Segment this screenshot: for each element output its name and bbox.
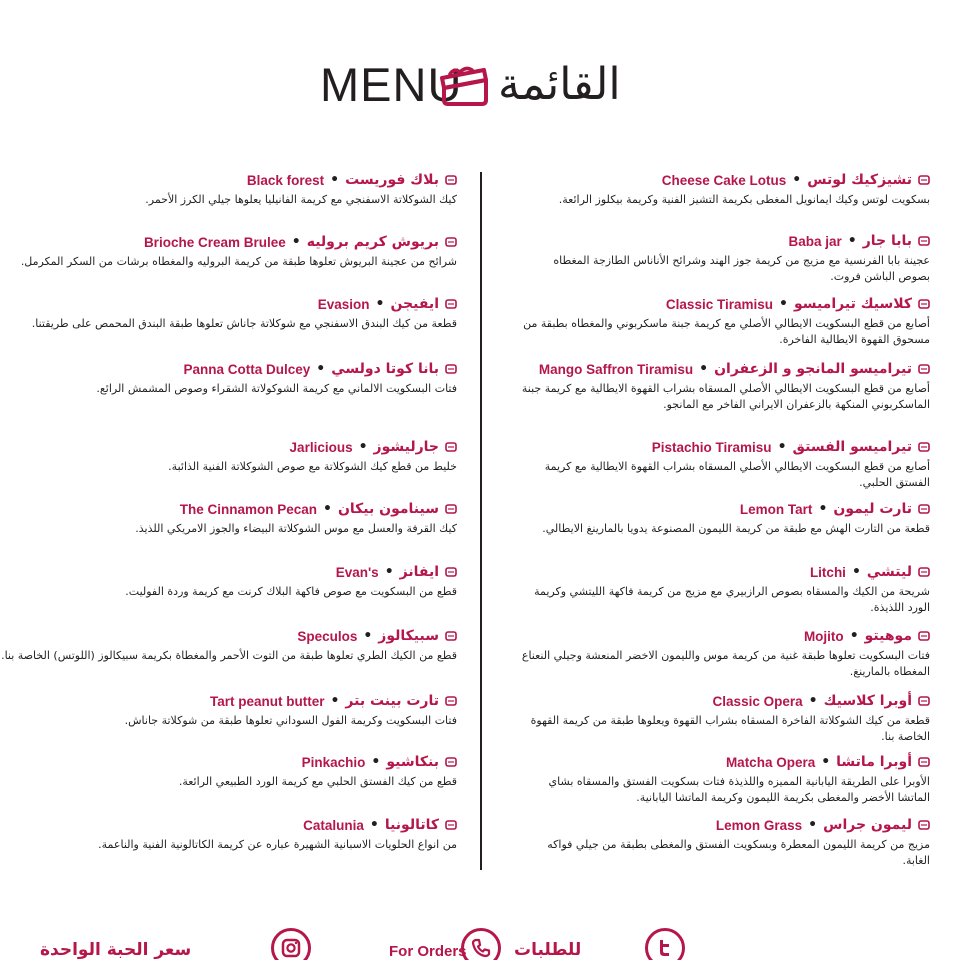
item-description: من انواع الحلويات الاسبانية الشهيرة عباره عن كريمة الكاتالونية الفنية والناعمة. bbox=[98, 838, 457, 851]
separator-dot: • bbox=[330, 172, 340, 188]
menu-item bbox=[520, 437, 930, 491]
menu-item bbox=[520, 294, 930, 348]
item-name-en: Matcha Opera bbox=[725, 754, 816, 770]
item-name-ar: بريوش كريم بروليه bbox=[306, 234, 439, 250]
item-title-row bbox=[520, 691, 930, 711]
cake-slice-icon bbox=[445, 503, 457, 515]
separator-dot: • bbox=[384, 564, 394, 580]
item-name-ar: أوبرا كلاسيك bbox=[823, 693, 912, 709]
cake-slice-icon bbox=[918, 363, 930, 375]
cake-slice-icon bbox=[918, 756, 930, 768]
menu-item bbox=[0, 294, 457, 332]
item-title-row bbox=[0, 232, 457, 252]
item-name-en: Evan's bbox=[335, 564, 379, 580]
separator-dot: • bbox=[316, 361, 326, 377]
menu-item bbox=[0, 499, 457, 537]
menu-item bbox=[520, 359, 930, 413]
menu-item bbox=[520, 170, 930, 208]
item-description: فتات البسكويت تعلوها طبقة غنية من كريمة موس والليمون الاخضر المنعشة وجيلي النعناع المغطاه بالمارينغ. bbox=[521, 649, 930, 678]
item-name-en: Mojito bbox=[803, 628, 844, 644]
price-label: سعر الحبة الواحدة bbox=[40, 940, 192, 960]
item-name-ar: ايفيجن bbox=[390, 296, 439, 312]
item-title-row bbox=[520, 815, 930, 835]
menu-item bbox=[0, 562, 457, 600]
menu-item bbox=[0, 170, 457, 208]
separator-dot: • bbox=[323, 501, 332, 517]
item-title-row bbox=[0, 294, 457, 314]
item-description: مزيج من كريمة الليمون المعطرة وبسكويت الفستق والمغطى بطبقة من جيلي فواكه الغابة. bbox=[547, 838, 930, 867]
cake-slice-icon bbox=[445, 298, 457, 310]
cake-slice-icon bbox=[918, 503, 930, 515]
item-name-ar: بابا جار bbox=[862, 233, 912, 249]
item-name-en: Litchi bbox=[809, 564, 846, 580]
item-description: عجينة بابا الفرنسية مع مزيج من كريمة جوز الهند وشرائح الأناناس الطازجة المغطاه بصوص الباشن فروت. bbox=[553, 254, 930, 283]
item-title-row bbox=[520, 437, 930, 457]
separator-dot: • bbox=[291, 234, 301, 250]
item-name-ar: سبيكالوز bbox=[378, 628, 439, 644]
item-title-row bbox=[520, 170, 930, 190]
item-name-ar: كلاسيك تيراميسو bbox=[793, 296, 912, 312]
item-title-row bbox=[520, 626, 930, 646]
item-name-en: Catalunia bbox=[303, 817, 364, 833]
item-title-row bbox=[520, 752, 930, 772]
menu-item bbox=[0, 691, 457, 729]
item-description: شريحة من الكيك والمسقاه بصوص الرازبيري مع مزيج من كريمة فاكهة الليتشي وكريمة الورد اللذيذة. bbox=[534, 585, 930, 614]
cake-slice-icon bbox=[918, 819, 930, 831]
cake-slice-icon bbox=[436, 64, 492, 108]
menu-item bbox=[520, 691, 930, 745]
item-name-ar: جارليشوز bbox=[373, 439, 439, 455]
menu-item bbox=[520, 562, 930, 616]
item-title-row bbox=[520, 359, 930, 379]
item-name-en: Mango Saffron Tiramisu bbox=[538, 361, 694, 377]
menu-item bbox=[520, 626, 930, 680]
separator-dot: • bbox=[363, 628, 373, 644]
menu-item bbox=[520, 752, 930, 806]
item-name-ar: موهيتو bbox=[864, 628, 912, 644]
item-name-ar: تارت بينت بتر bbox=[345, 693, 439, 709]
cake-slice-icon bbox=[445, 174, 457, 186]
separator-dot: • bbox=[369, 817, 379, 833]
cake-slice-icon bbox=[445, 630, 457, 642]
separator-dot: • bbox=[778, 296, 788, 312]
item-name-en: Pistachio Tiramisu bbox=[651, 439, 772, 455]
item-name-ar: تيراميسو الفستق bbox=[792, 439, 912, 455]
item-name-en: Evasion bbox=[317, 296, 370, 312]
item-title-row bbox=[520, 562, 930, 582]
separator-dot: • bbox=[330, 693, 340, 709]
separator-dot: • bbox=[375, 296, 385, 312]
item-description: كيك الشوكلاتة الاسفنجي مع كريمة الفانيليا يعلوها جيلي الكرز الأحمر. bbox=[145, 193, 457, 206]
item-name-en: The Cinnamon Pecan bbox=[179, 501, 317, 517]
item-title-row bbox=[520, 231, 930, 251]
item-description: قطع من البسكويت مع صوص فاكهة البلاك كرنت مع كريمة وردة الفوليت. bbox=[125, 585, 457, 598]
phone-icon[interactable] bbox=[461, 928, 501, 960]
item-description: فتات البسكويت وكريمة الفول السوداني تعلوها طبقة من شوكلاتة جاناش. bbox=[124, 714, 457, 727]
item-name-ar: ايفانز bbox=[399, 564, 439, 580]
cake-slice-icon bbox=[445, 236, 457, 248]
item-description: قطع من الكيك الطري تعلوها طبقة من التوت الأحمر والمغطاة بكريمة سبيكالوز (اللوتس) الخاصة بنا. bbox=[1, 649, 457, 662]
separator-dot: • bbox=[851, 564, 861, 580]
item-name-en: Black forest bbox=[246, 172, 325, 188]
separator-dot: • bbox=[849, 628, 859, 644]
separator-dot: • bbox=[699, 361, 709, 377]
separator-dot: • bbox=[818, 501, 828, 517]
item-description: قطعة من كيك البندق الاسفنجي مع شوكلاتة جاناش تعلوها طبقة البندق المحمص على طريقتنا. bbox=[31, 317, 457, 330]
menu-item bbox=[0, 752, 457, 790]
cake-slice-icon bbox=[445, 695, 457, 707]
item-name-en: Cheese Cake Lotus bbox=[661, 172, 787, 188]
item-name-ar: بانا كوتا دولسي bbox=[331, 361, 439, 377]
column-divider bbox=[480, 172, 482, 870]
item-name-en: Panna Cotta Dulcey bbox=[183, 361, 311, 377]
item-name-ar: ليمون جراس bbox=[823, 817, 912, 833]
item-description: فتات البسكويت الالماني مع كريمة الشوكولاتة الشقراء وصوص المشمش الرائع. bbox=[96, 382, 457, 395]
item-name-ar: كاتالونيا bbox=[384, 817, 439, 833]
item-name-ar: بنكاشيو bbox=[386, 754, 439, 770]
item-description: أصابع من قطع البسكويت الايطالي الأصلي المسقاه بشراب القهوة الايطالية مع كريمة الفستق الحلبي. bbox=[544, 460, 930, 489]
item-title-row bbox=[520, 499, 930, 519]
item-name-ar: تارت ليمون bbox=[833, 501, 912, 517]
item-description: شرائح من عجينة البريوش تعلوها طبقة من كريمة البروليه والمغطاه برشات من السكر المكرمل. bbox=[20, 255, 457, 268]
item-name-ar: تشيزكيك لوتس bbox=[807, 172, 912, 188]
item-title-row bbox=[0, 562, 457, 582]
cake-slice-icon bbox=[445, 566, 457, 578]
cake-slice-icon bbox=[918, 298, 930, 310]
item-description: كيك القرفة والعسل مع موس الشوكلاتة البيضاء والجوز الامريكي اللذيذ. bbox=[135, 522, 457, 535]
item-description: بسكويت لوتس وكيك ايمانويل المغطى بكريمة التشيز الفنية وكريمة بيكلوز الرائعة. bbox=[558, 193, 930, 206]
item-name-ar: ليتشي bbox=[866, 564, 912, 580]
item-description: الأوبرا على الطريقة اليابانية المميزه واللذيذة فتات بسكويت الفستق والمسقاه بشاي الماتشا الأخضر والمغطى بكريمة الليمون وكريمة الماتشا اليابانية. bbox=[548, 775, 930, 804]
item-name-en: Lemon Tart bbox=[739, 501, 813, 517]
item-title-row bbox=[0, 815, 457, 835]
menu-item bbox=[0, 359, 457, 397]
separator-dot: • bbox=[777, 439, 787, 455]
menu-item bbox=[0, 815, 457, 853]
separator-dot: • bbox=[358, 439, 368, 455]
cake-slice-icon bbox=[918, 566, 930, 578]
instagram-icon[interactable] bbox=[271, 928, 311, 960]
cake-slice-icon bbox=[445, 819, 457, 831]
menu-title-ar: القائمة bbox=[498, 59, 621, 110]
item-title-row bbox=[0, 626, 457, 646]
item-name-ar: تيراميسو المانجو و الزعفران bbox=[714, 361, 912, 377]
item-name-en: Tart peanut butter bbox=[209, 693, 325, 709]
item-title-row bbox=[0, 499, 457, 519]
item-description: قطعة من التارت الهش مع طبقة من كريمة الليمون المصنوعة يدويا بالمارينغ الايطالي. bbox=[542, 522, 930, 535]
menu-title-en: MENU bbox=[320, 58, 463, 111]
item-name-en: Pinkachio bbox=[301, 754, 366, 770]
menu-item bbox=[520, 231, 930, 285]
cake-slice-icon bbox=[918, 235, 930, 247]
item-name-en: Speculos bbox=[297, 628, 358, 644]
item-description: خليط من قطع كيك الشوكلاتة مع صوص الشوكلاتة الفنية الذائبة. bbox=[168, 460, 457, 473]
orders-label-ar: للطلبات bbox=[514, 940, 582, 960]
item-title-row bbox=[0, 691, 457, 711]
item-name-en: Baba jar bbox=[788, 233, 842, 249]
cake-slice-icon bbox=[918, 174, 930, 186]
item-name-ar: أوبرا ماتشا bbox=[836, 754, 912, 770]
cake-slice-icon bbox=[918, 630, 930, 642]
item-title-row bbox=[0, 170, 457, 190]
separator-dot: • bbox=[808, 817, 818, 833]
menu-item bbox=[520, 499, 930, 537]
item-description: قطعة من كيك الشوكلاتة الفاخرة المسقاه بشراب القهوة ويعلوها طبقة من كريمة القهوة الخاصة بنا. bbox=[530, 714, 930, 743]
separator-dot: • bbox=[808, 693, 818, 709]
item-name-en: Classic Tiramisu bbox=[665, 296, 773, 312]
item-name-ar: بلاك فوريست bbox=[345, 172, 439, 188]
separator-dot: • bbox=[821, 754, 831, 770]
item-name-en: Jarlicious bbox=[289, 439, 353, 455]
separator-dot: • bbox=[792, 172, 802, 188]
menu-header bbox=[0, 58, 960, 114]
item-name-ar: سينامون بيكان bbox=[337, 501, 439, 517]
menu-item bbox=[520, 815, 930, 869]
twitter-icon[interactable] bbox=[645, 928, 685, 960]
item-description: أصابع من قطع البسكويت الايطالي الأصلي مع كريمة جبنة ماسكربوني والمغطاه بطبقة من مسحوق القهوة الايطالية الفاخرة. bbox=[523, 317, 930, 346]
cake-slice-icon bbox=[445, 441, 457, 453]
item-description: أصابع من قطع البسكويت الايطالي الأصلي المسقاه بشراب القهوة الايطالية مع كريمة جبنة الماسكربوني المنكهة بالزعفران الايراني الفاخر مع المانجو. bbox=[521, 382, 930, 411]
cake-slice-icon bbox=[445, 363, 457, 375]
item-title-row bbox=[0, 437, 457, 457]
item-name-en: Classic Opera bbox=[712, 693, 803, 709]
item-description: قطع من كيك الفستق الحلبي مع كريمة الورد الطبيعي الرائعة. bbox=[178, 775, 457, 788]
menu-item bbox=[0, 626, 457, 664]
separator-dot: • bbox=[847, 233, 857, 249]
item-name-en: Lemon Grass bbox=[715, 817, 803, 833]
item-name-en: Brioche Cream Brulee bbox=[143, 234, 286, 250]
cake-slice-icon bbox=[445, 756, 457, 768]
item-title-row bbox=[0, 359, 457, 379]
cake-slice-icon bbox=[918, 441, 930, 453]
menu-item bbox=[0, 437, 457, 475]
orders-label-en: For Orders bbox=[389, 943, 467, 960]
menu-item bbox=[0, 232, 457, 270]
item-title-row bbox=[0, 752, 457, 772]
separator-dot: • bbox=[371, 754, 381, 770]
cake-slice-icon bbox=[918, 695, 930, 707]
item-title-row bbox=[520, 294, 930, 314]
